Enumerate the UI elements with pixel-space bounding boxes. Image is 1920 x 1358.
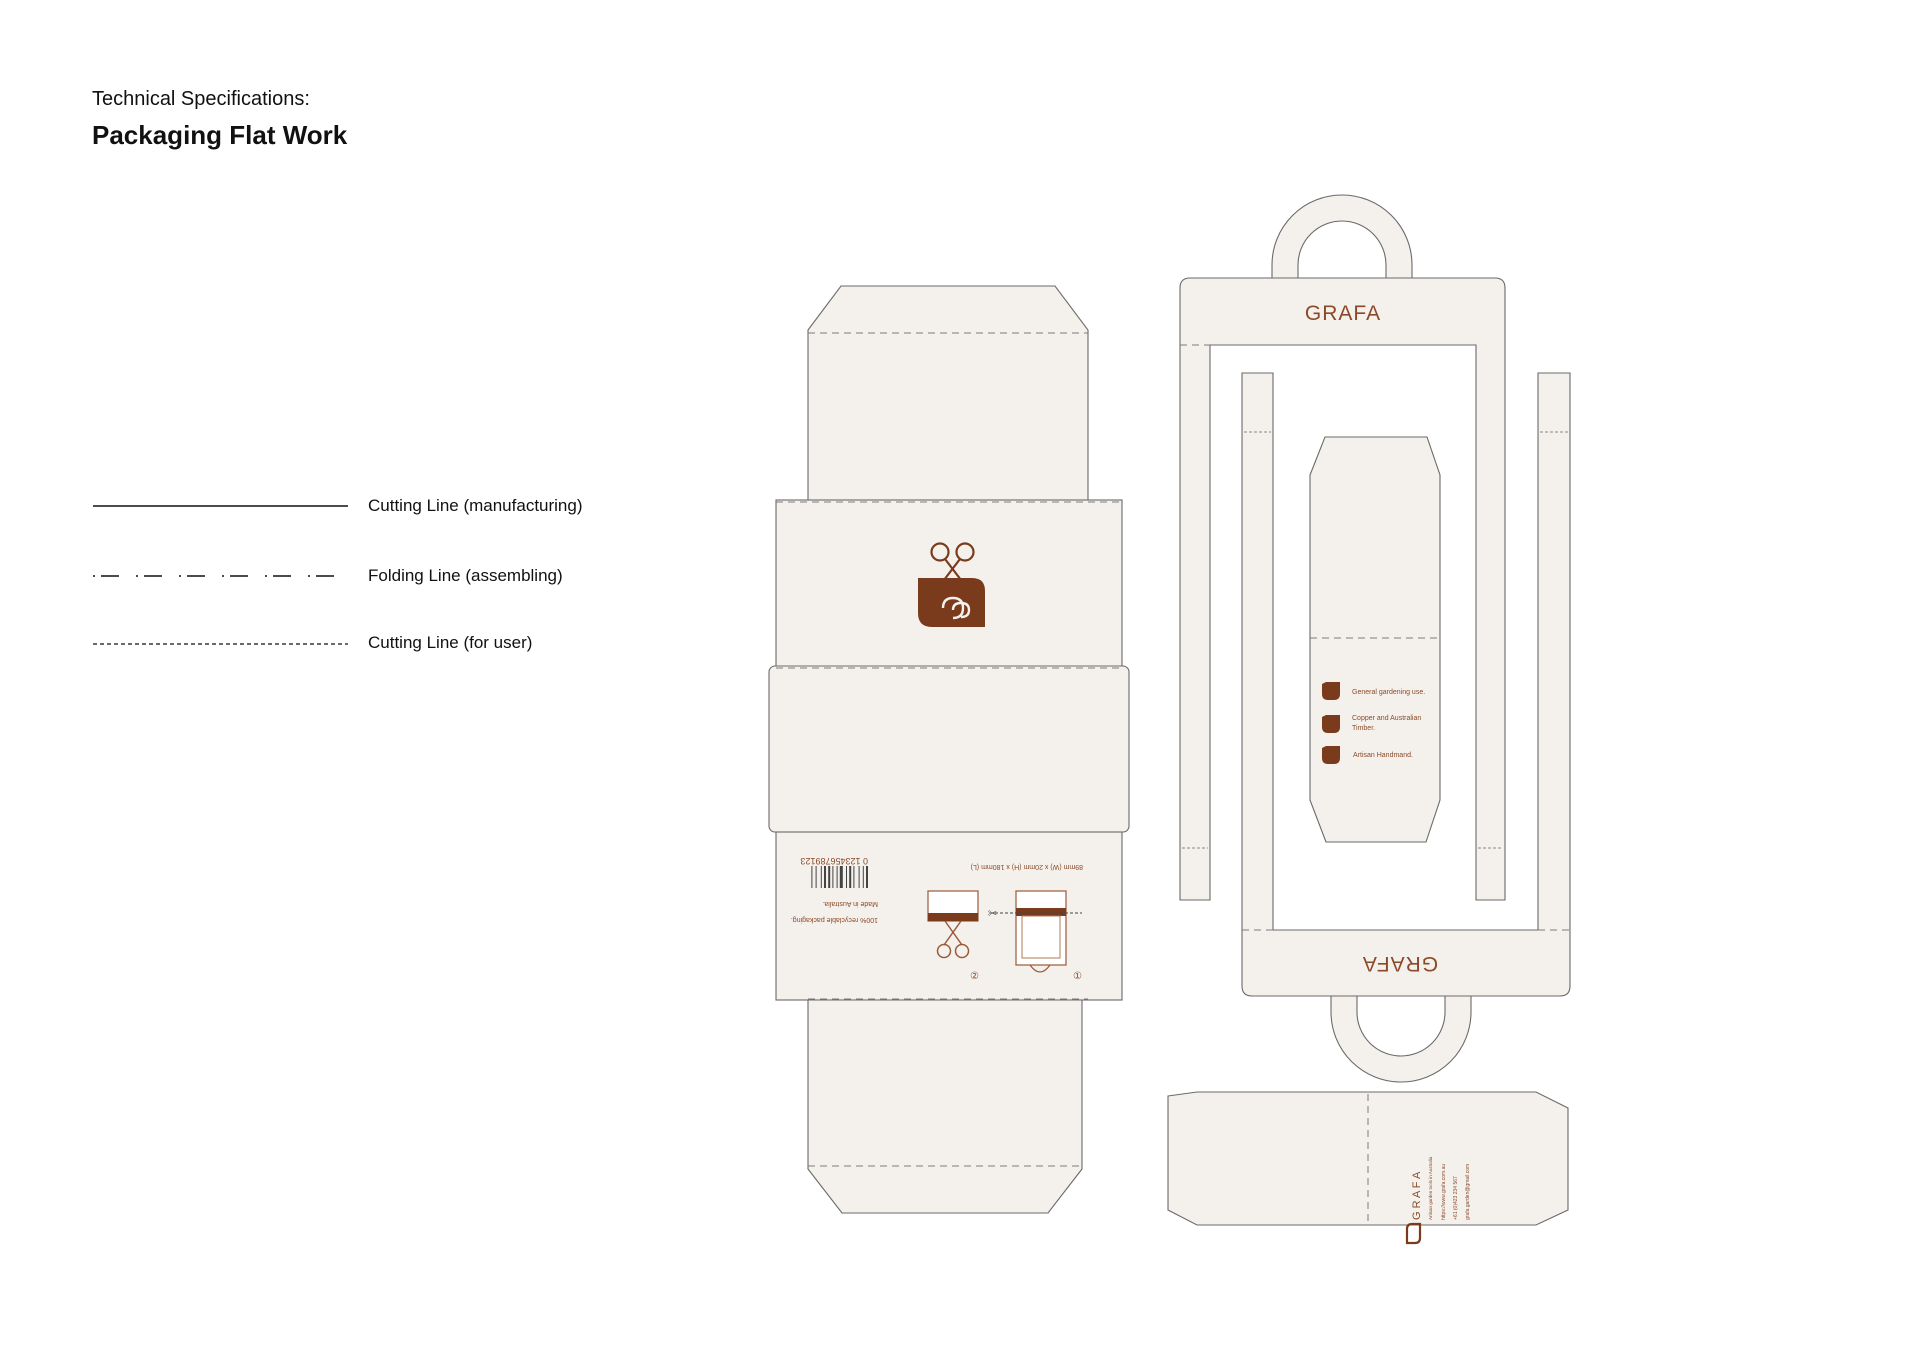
label-card bbox=[1168, 1092, 1568, 1243]
label-brand: G R A F A bbox=[1411, 1171, 1423, 1220]
feature-1: General gardening use. bbox=[1352, 689, 1426, 696]
brand-logo-icon bbox=[1407, 1224, 1420, 1243]
top-hanger-loop bbox=[1272, 195, 1412, 282]
brand-bottom: GRAFA bbox=[1361, 952, 1439, 975]
barcode-number: 0 123456789123 bbox=[800, 856, 868, 866]
sleeve-side-panel bbox=[769, 666, 1129, 832]
leaf-icon bbox=[1322, 715, 1340, 733]
feature-2b: Timber. bbox=[1352, 725, 1376, 732]
feature-3: Artisan Handmand. bbox=[1353, 752, 1413, 759]
subtitle: Technical Specifications: bbox=[92, 88, 310, 110]
brand-top: GRAFA bbox=[1304, 302, 1382, 325]
bottom-hanger-loop bbox=[1331, 996, 1471, 1082]
legend-label-cutting-user: Cutting Line (for user) bbox=[368, 633, 533, 652]
dimensions-text: 89mm (W) x 20mm (H) x 180mm (L) bbox=[970, 863, 1083, 870]
recyclable-text: 100% recyclable packaging. bbox=[790, 916, 878, 923]
sleeve-bottom-flap bbox=[808, 1000, 1082, 1213]
step-2-number: ② bbox=[970, 971, 979, 982]
leaf-icon bbox=[1322, 746, 1340, 764]
legend-label-folding: Folding Line (assembling) bbox=[368, 566, 563, 585]
step-1-number: ① bbox=[1073, 971, 1082, 982]
made-in-text: Made in Australia. bbox=[822, 900, 878, 907]
cut-scissors-icon: ✂ bbox=[988, 908, 998, 920]
label-tagline: Artisan garden tools in Australia bbox=[1428, 1156, 1433, 1220]
main-sleeve bbox=[769, 286, 1129, 1213]
hanger-frame bbox=[1180, 195, 1570, 1082]
label-phone: +61 (0)423 234 567 bbox=[1453, 1176, 1459, 1220]
legend-label-cutting-manufacturing: Cutting Line (manufacturing) bbox=[368, 496, 583, 515]
label-url: https://www.grafa.com.au bbox=[1441, 1163, 1447, 1220]
label-email: grafa.garden@gmail.com bbox=[1465, 1163, 1471, 1220]
window-card bbox=[1310, 437, 1440, 842]
page-title: Packaging Flat Work bbox=[92, 120, 348, 150]
leaf-icon bbox=[1322, 682, 1340, 700]
feature-2: Copper and Australian bbox=[1352, 715, 1422, 722]
sleeve-top-flap bbox=[808, 286, 1088, 500]
